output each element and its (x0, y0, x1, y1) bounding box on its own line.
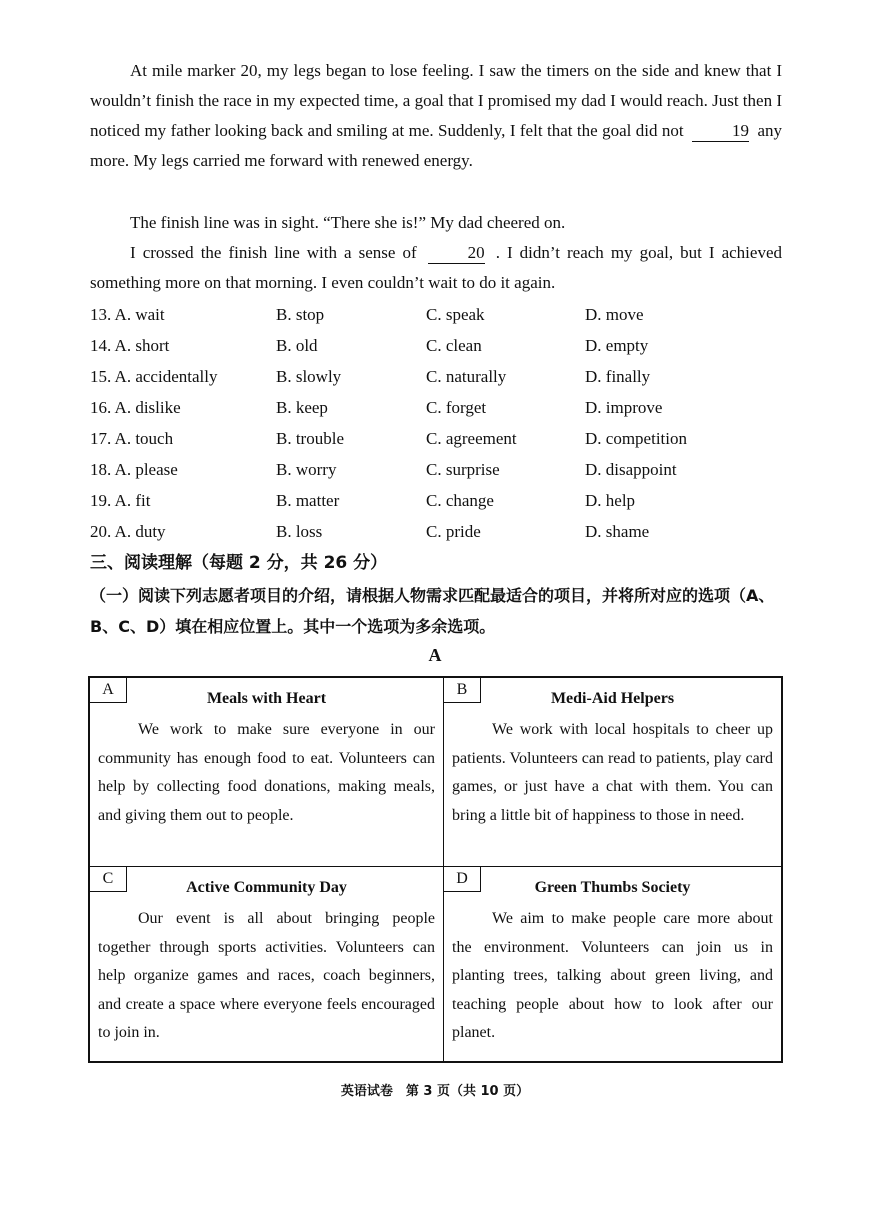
option-d: D. finally (585, 367, 651, 386)
option-b: B. keep (276, 398, 328, 417)
option-row-16 (90, 393, 790, 423)
project-description: We work to make sure everyone in our community has enough food to eat. Volunteers can help by collecting food donations, making meals, and giving them out to people. (98, 721, 435, 824)
option-row-13 (90, 300, 790, 330)
option-a: 20. A. duty (90, 522, 166, 541)
project-title: Medi-Aid Helpers (550, 690, 675, 707)
option-b: B. slowly (276, 367, 342, 386)
passage-label: A (428, 645, 442, 665)
project-letter: A (90, 678, 127, 703)
story-text: any more. My legs carried me forward with renewed energy. (90, 121, 783, 170)
story-text: . I didn’t reach my goal, but I achieved something more on that morning. I even couldn’t wait to do it again. (90, 243, 782, 292)
option-c: C. speak (426, 305, 485, 324)
project-cell-c (90, 867, 443, 1061)
project-title: Meals with Heart (206, 690, 327, 707)
project-title: Active Community Day (186, 879, 347, 896)
option-d: D. empty (585, 336, 649, 355)
option-d: D. shame (585, 522, 650, 541)
blank-20: 20 (428, 243, 485, 264)
option-row-19 (90, 486, 790, 516)
project-description: We work with local hospitals to cheer up patients. Volunteers can read to patients, play card games, or just have a chat with them. You can bring a little bit of happiness to those in need. (452, 721, 773, 824)
option-b: B. loss (276, 522, 323, 541)
option-c: C. surprise (426, 460, 500, 479)
project-description: We aim to make people care more about the environment. Volunteers can join us in planting trees, talking about green living, and teaching people about how to look after our planet. (452, 910, 773, 1041)
option-row-17 (90, 424, 790, 454)
option-a: 17. A. touch (90, 429, 174, 448)
option-d: D. improve (585, 398, 663, 417)
option-a: 19. A. fit (90, 491, 151, 510)
project-letter: B (444, 678, 481, 703)
project-description: Our event is all about bringing people together through sports activities. Volunteers can help organize games and races, coach beginners, and create a space where everyone feels encouraged to join in. (98, 910, 435, 1041)
project-cell-b (444, 678, 781, 866)
option-row-14 (90, 331, 790, 361)
project-letter: C (90, 867, 127, 892)
option-b: B. matter (276, 491, 340, 510)
option-row-18 (90, 455, 790, 485)
page-footer: 英语试卷 第 3 页（共 10 页） (340, 1084, 530, 1099)
story-paragraph-2: The finish line was in sight. “There she is!” My dad cheered on. (130, 213, 566, 232)
option-c: C. pride (426, 522, 481, 541)
project-title: Green Thumbs Society (534, 879, 691, 896)
option-c: C. change (426, 491, 494, 510)
projects-table (88, 676, 783, 1063)
section-instruction: （一）阅读下列志愿者项目的介绍，请根据人物需求匹配最适合的项目，并将所对应的选项（A、B、C、D）填在相应位置上。其中一个选项为多余选项。 (90, 586, 775, 636)
option-c: C. naturally (426, 367, 507, 386)
option-a: 13. A. wait (90, 305, 165, 324)
story-paragraph-1 (90, 56, 782, 176)
project-cell-a (90, 678, 443, 866)
option-row-20 (90, 517, 790, 547)
blank-19: 19 (692, 121, 749, 142)
option-c: C. forget (426, 398, 487, 417)
story-text: At mile marker 20, my legs began to lose feeling. I saw the timers on the side and knew that I wouldn’t finish the race in my expected time, a goal that I promised my dad I would reach. Just then I noticed my father looking back and smiling at me. Suddenly, I felt that the goal did not (90, 61, 782, 140)
option-c: C. clean (426, 336, 482, 355)
option-d: D. move (585, 305, 644, 324)
option-a: 16. A. dislike (90, 398, 181, 417)
option-a: 14. A. short (90, 336, 170, 355)
option-row-15 (90, 362, 790, 392)
option-d: D. competition (585, 429, 687, 448)
option-d: D. help (585, 491, 636, 510)
option-b: B. stop (276, 305, 325, 324)
option-b: B. worry (276, 460, 337, 479)
option-b: B. old (276, 336, 318, 355)
option-a: 15. A. accidentally (90, 367, 218, 386)
option-b: B. trouble (276, 429, 344, 448)
project-cell-d (444, 867, 781, 1061)
option-a: 18. A. please (90, 460, 178, 479)
project-letter: D (444, 867, 481, 892)
option-c: C. agreement (426, 429, 517, 448)
story-text: I crossed the finish line with a sense of (130, 243, 417, 262)
section-heading: 三、阅读理解（每题 2 分，共 26 分） (90, 553, 388, 573)
option-d: D. disappoint (585, 460, 677, 479)
story-paragraph-3 (90, 238, 782, 298)
